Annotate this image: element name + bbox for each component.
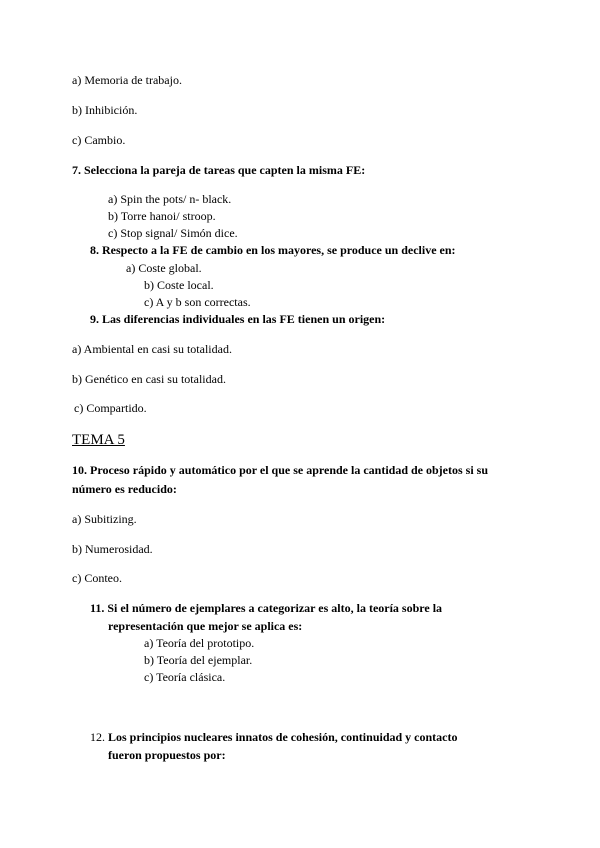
- section-title: TEMA 5: [72, 432, 125, 448]
- q10-option-b: b) Numerosidad.: [72, 542, 153, 556]
- q10-option-c: c) Conteo.: [72, 571, 122, 585]
- question-9: 9. Las diferencias individuales en las FE tienen un origen:: [90, 312, 386, 326]
- q7-option-c: c) Stop signal/ Simón dice.: [108, 226, 238, 240]
- option-inhibicion: b) Inhibición.: [72, 103, 138, 117]
- question-12-line-1: Los principios nucleares innatos de cohesión, continuidad y contacto: [108, 730, 458, 744]
- question-7: 7. Selecciona la pareja de tareas que capten la misma FE:: [72, 163, 366, 177]
- q8-option-b: b) Coste local.: [144, 278, 214, 292]
- q8-option-c: c) A y b son correctas.: [144, 295, 251, 309]
- q11-option-c: c) Teoría clásica.: [144, 670, 226, 684]
- question-10-line-1: 10. Proceso rápido y automático por el que se aprende la cantidad de objetos si su: [72, 463, 489, 477]
- q9-option-a: a) Ambiental en casi su totalidad.: [72, 342, 232, 356]
- q11-option-b: b) Teoría del ejemplar.: [144, 653, 253, 667]
- question-11-line-1: 11. Si el número de ejemplares a categorizar es alto, la teoría sobre la: [90, 601, 443, 615]
- question-8: 8. Respecto a la FE de cambio en los mayores, se produce un declive en:: [90, 243, 456, 257]
- q9-option-c: c) Compartido.: [74, 401, 147, 415]
- option-memoria-trabajo: a) Memoria de trabajo.: [72, 73, 182, 87]
- q11-option-a: a) Teoría del prototipo.: [144, 636, 255, 650]
- question-12-line-2: fueron propuestos por:: [108, 748, 226, 762]
- option-cambio: c) Cambio.: [72, 133, 126, 147]
- q7-option-a: a) Spin the pots/ n- black.: [108, 192, 232, 206]
- q10-option-a: a) Subitizing.: [72, 512, 137, 526]
- q8-option-a: a) Coste global.: [126, 261, 202, 275]
- q9-option-b: b) Genético en casi su totalidad.: [72, 372, 226, 386]
- question-12-number: 12.: [90, 730, 105, 744]
- question-10-line-2: número es reducido:: [72, 482, 177, 496]
- question-11-line-2: representación que mejor se aplica es:: [108, 619, 303, 633]
- q7-option-b: b) Torre hanoi/ stroop.: [108, 209, 216, 223]
